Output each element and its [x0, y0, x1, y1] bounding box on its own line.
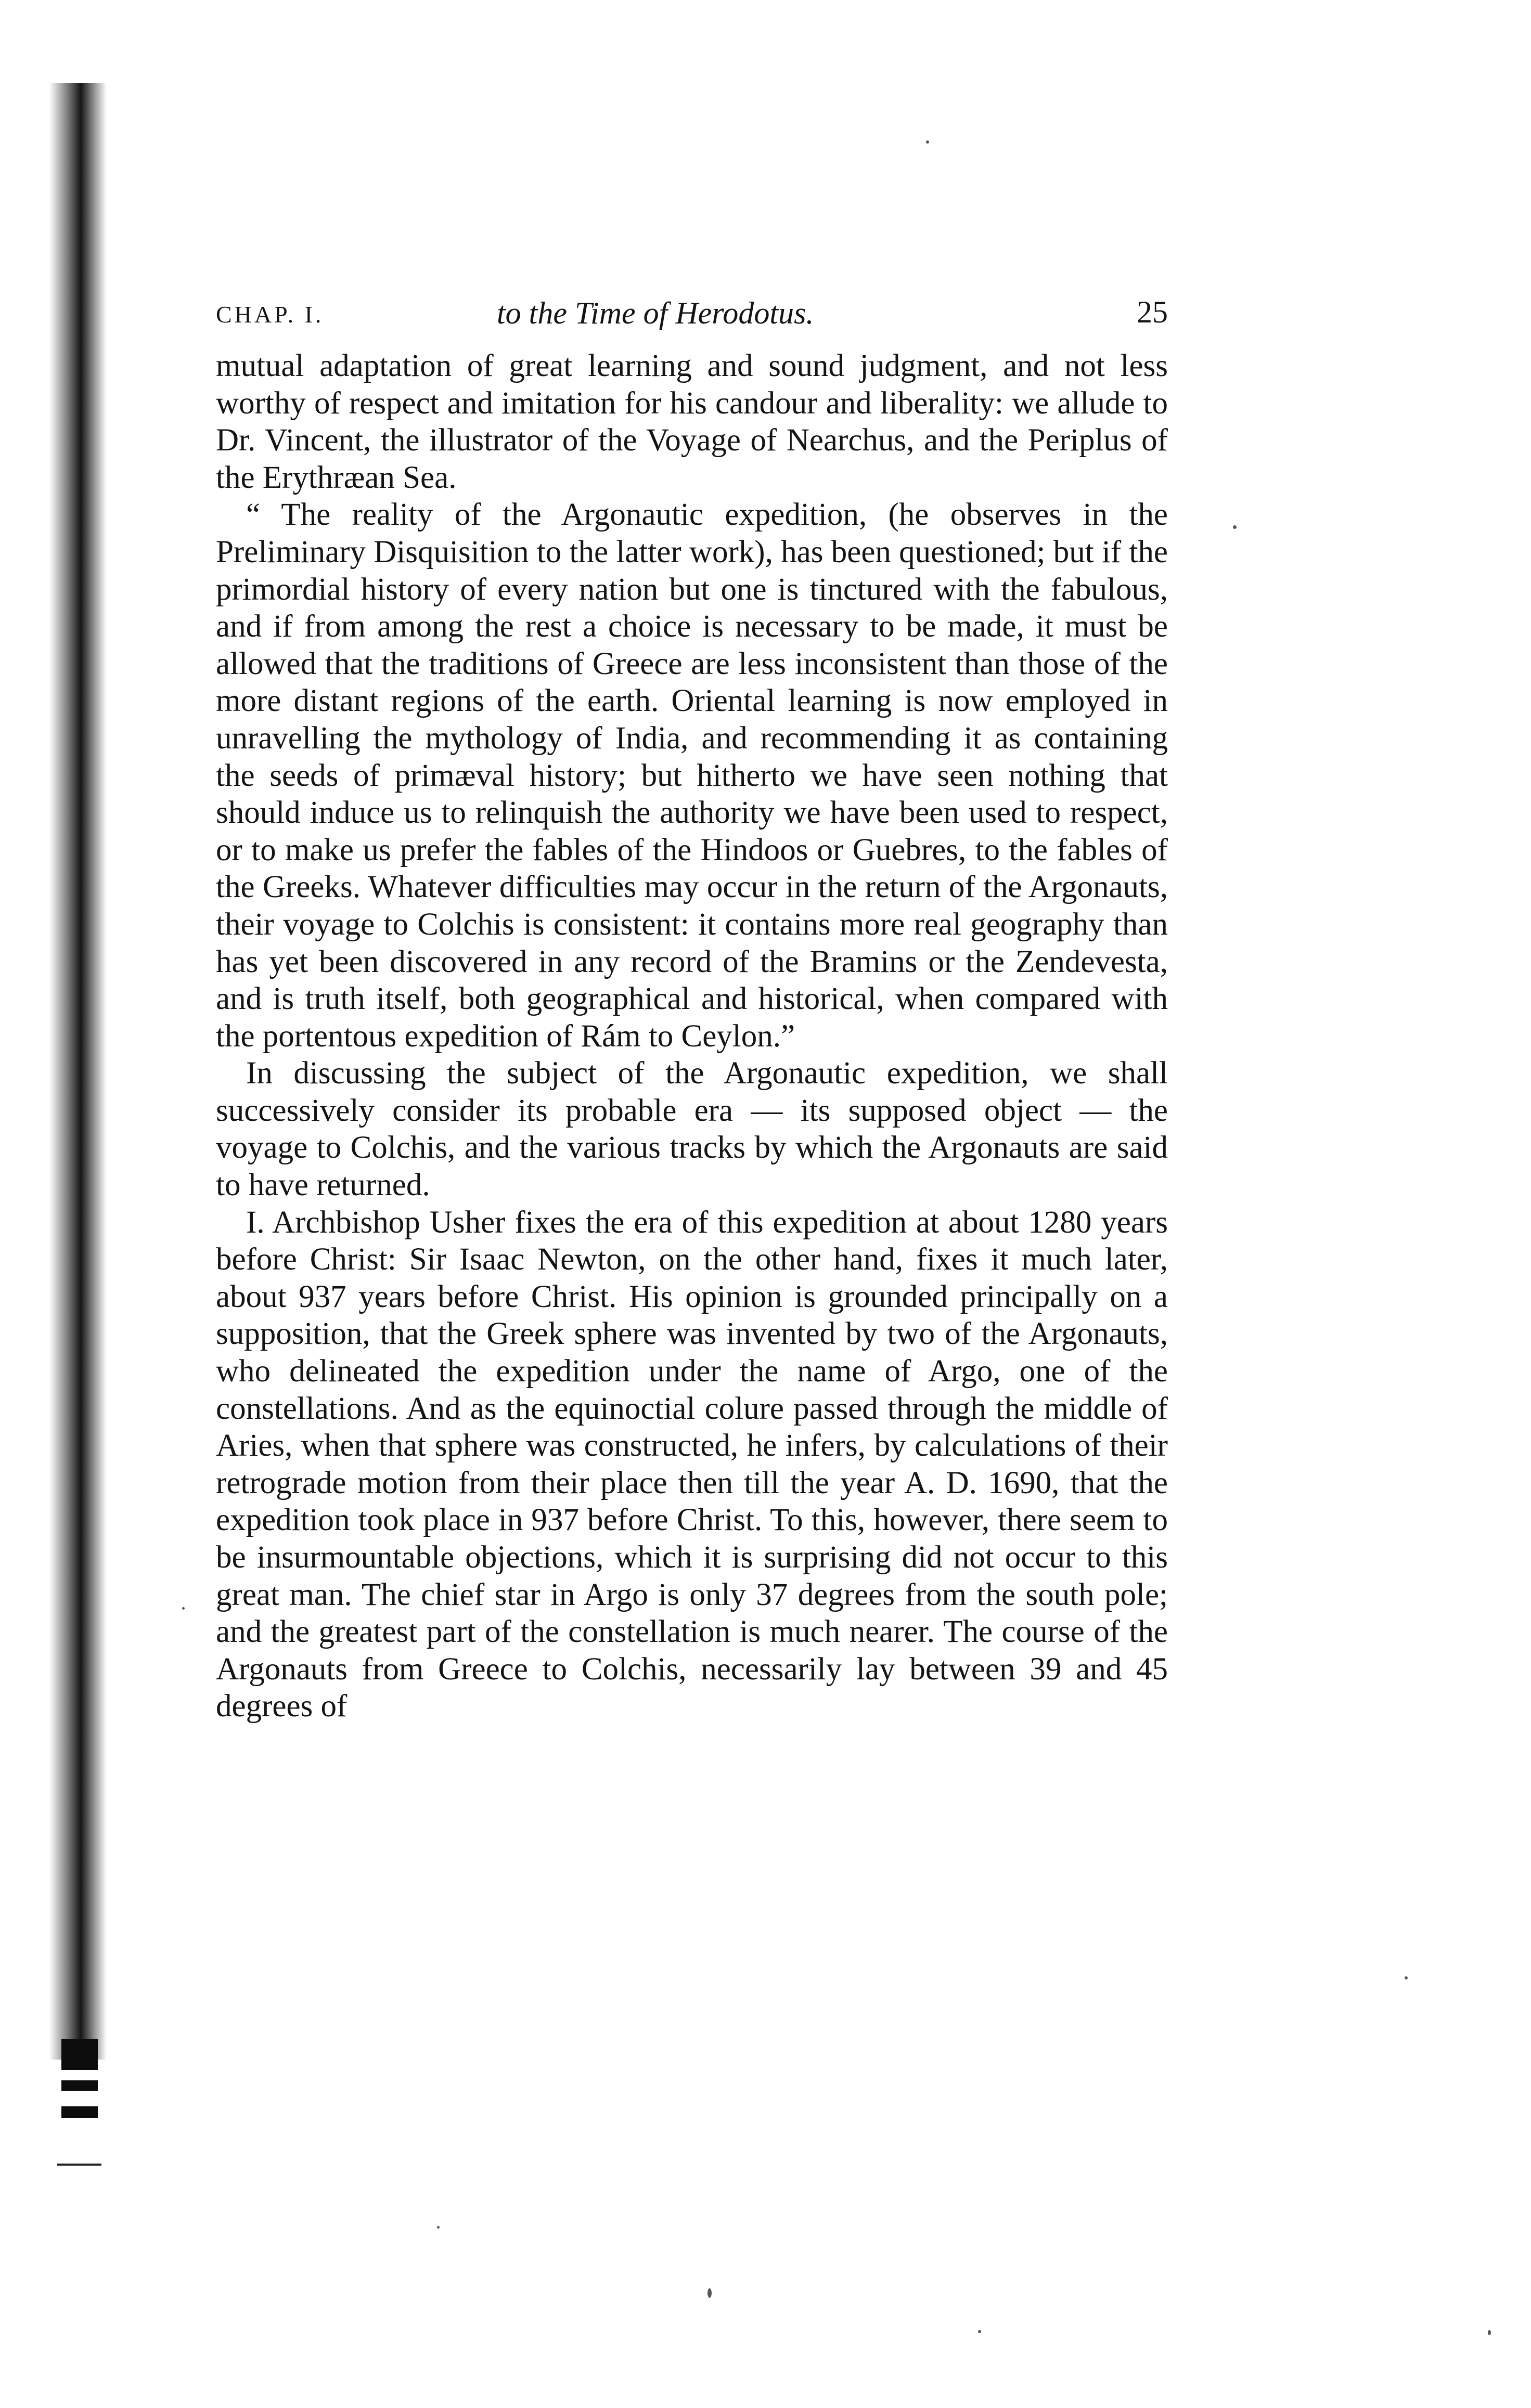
chapter-label: CHAP. I.	[216, 301, 324, 328]
scan-speck	[1488, 2330, 1491, 2335]
binding-shadow	[49, 83, 107, 2060]
running-title: to the Time of Herodotus.	[497, 296, 814, 330]
body-text	[216, 347, 1168, 1725]
scan-speck	[926, 140, 929, 144]
paragraph: mutual adaptation of great learning and sound judgment, and not less worthy of respect and imitation for his candour and liberality: we allude to Dr. Vincent, the illustrator of the Voyage of Nearchus, and the Periplus of the Erythræan Sea.	[216, 348, 1168, 495]
page-number: 25	[1137, 295, 1168, 329]
running-head	[216, 291, 1168, 338]
binding-mark	[61, 2106, 98, 2118]
quoted-paragraph: “ The reality of the Argonautic expedition, (he observes in the Preliminary Disquisition to the latter work), has been questioned; but if the primordial history of every nation but one is tinctured with the fabulous, and if from among the rest a choice is necessary to be made, it must be allowed that the traditions of Greece are less inconsistent than those of the more distant regions of the earth. Oriental learning is now employed in unravelling the mythology of India, and recommending it as containing the seeds of primæval history; but hitherto we have seen nothing that should induce us to relinquish the authority we have been used to respect, or to make us prefer the fables of the Hindoos or Guebres, to the fables of the Greeks. Whatever difficulties may occur in the return of the Argonauts, their voyage to Colchis is consistent: it contains more real geography than has yet been discovered in any record of the Bramins or the Zendevesta, and is truth itself, both geographical and historical, when compared with the portentous expedition of Rám to Ceylon.”	[216, 497, 1168, 1054]
scan-speck	[1405, 1976, 1408, 1979]
paragraph: I. Archbishop Usher fixes the era of this expedition at about 1280 years before Christ: Sir Isaac Newton, on the other hand, fixes it much later, about 937 years before Christ. His opinion is grounded principally on a supposition, that the Greek sphere was invented by two of the Argonauts, who delineated the expedition under the name of Argo, one of the constellations. And as the equinoctial colure passed through the middle of Aries, when that sphere was constructed, he infers, by calculations of their retrograde motion from their place then till the year A. D. 1690, that the expedition took place in 937 before Christ. To this, however, there seem to be insurmountable objections, which it is surprising did not occur to this great man. The chief star in Argo is only 37 degrees from the south pole; and the greatest part of the constellation is much nearer. The course of the Argonauts from Greece to Colchis, necessarily lay between 39 and 45 degrees of	[216, 1205, 1168, 1724]
scan-speck	[1233, 525, 1237, 529]
scan-speck	[437, 2226, 440, 2229]
scan-speck	[707, 2288, 712, 2298]
scan-speck	[182, 1607, 185, 1610]
binding-mark	[61, 2039, 98, 2070]
scan-speck	[978, 2330, 981, 2333]
paragraph: In discussing the subject of the Argonautic expedition, we shall successively consider its probable era — its supposed object — the voyage to Colchis, and the various tracks by which the Argonauts are said to have returned.	[216, 1056, 1168, 1203]
book-page	[216, 291, 1168, 1725]
binding-rule	[57, 2164, 101, 2166]
binding-mark	[61, 2080, 98, 2091]
